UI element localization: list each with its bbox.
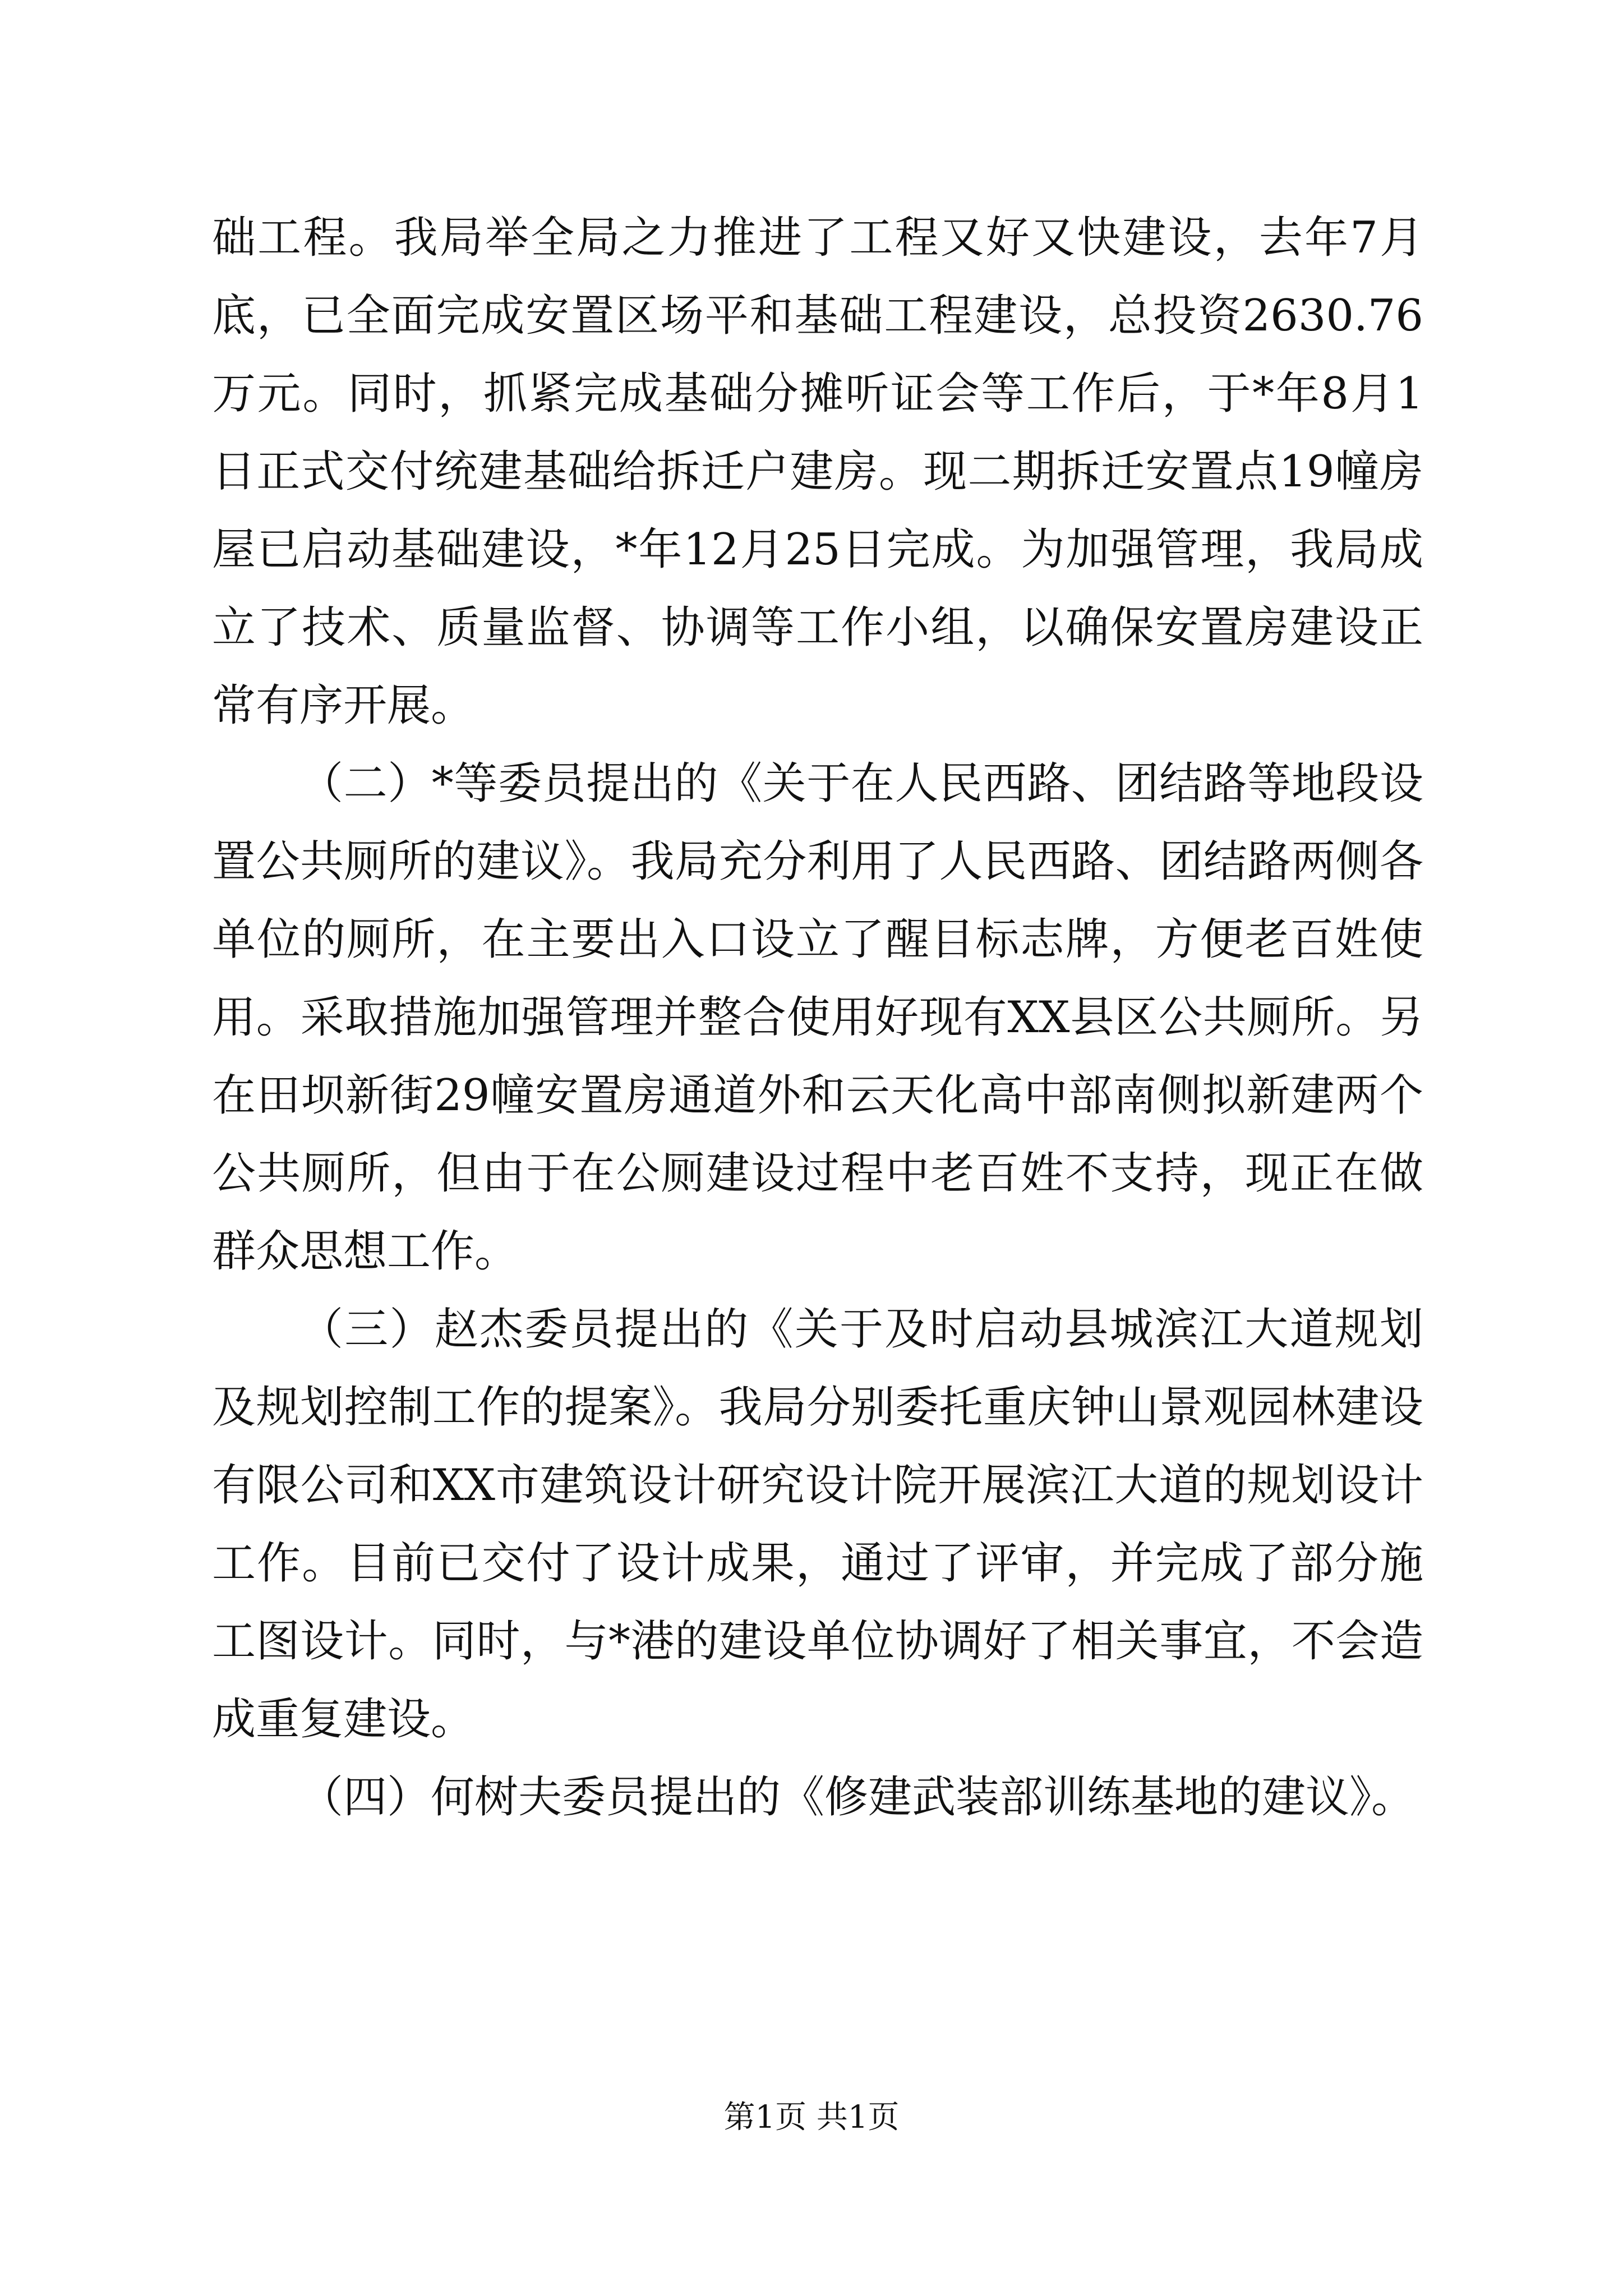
paragraph-1: 础工程。我局举全局之力推进了工程又好又快建设，去年7月底，已全面完成安置区场平和基础工程建设，总投资2630.76万元。同时，抓紧完成基础分摊听证会等工作后，于*年8月1日正式交付统建基础给拆迁户建房。现二期拆迁安置点19幢房屋已启动基础建设，*年12月25日完成。为加强管理，我局成立了技术、质量监督、协调等工作小组，以确保安置房建设正常有序开展。: [212, 213, 1423, 731]
paragraph-2: （二）*等委员提出的《关于在人民西路、团结路等地段设置公共厕所的建议》。我局充分利用了人民西路、团结路两侧各单位的厕所，在主要出入口设立了醒目标志牌，方便老百姓使用。采取措施加强管理并整合使用好现有XX县区公共厕所。另在田坝新街29幢安置房通道外和云天化高中部南侧拟新建两个公共厕所，但由于在公厕建设过程中老百姓不支持，现正在做群众思想工作。: [212, 758, 1423, 1277]
page-footer: 第1页 共1页: [723, 2099, 900, 2136]
document-body: [212, 199, 1423, 1837]
paragraph-4: （四）何树夫委员提出的《修建武装部训练基地的建议》。: [299, 1772, 1415, 1823]
paragraph-3: （三）赵杰委员提出的《关于及时启动县城滨江大道规划及规划控制工作的提案》。我局分别委托重庆钟山景观园林建设有限公司和XX市建筑设计研究设计院开展滨江大道的规划设计工作。目前已交付了设计成果，通过了评审，并完成了部分施工图设计。同时，与*港的建设单位协调好了相关事宜，不会造成重复建设。: [212, 1304, 1423, 1745]
